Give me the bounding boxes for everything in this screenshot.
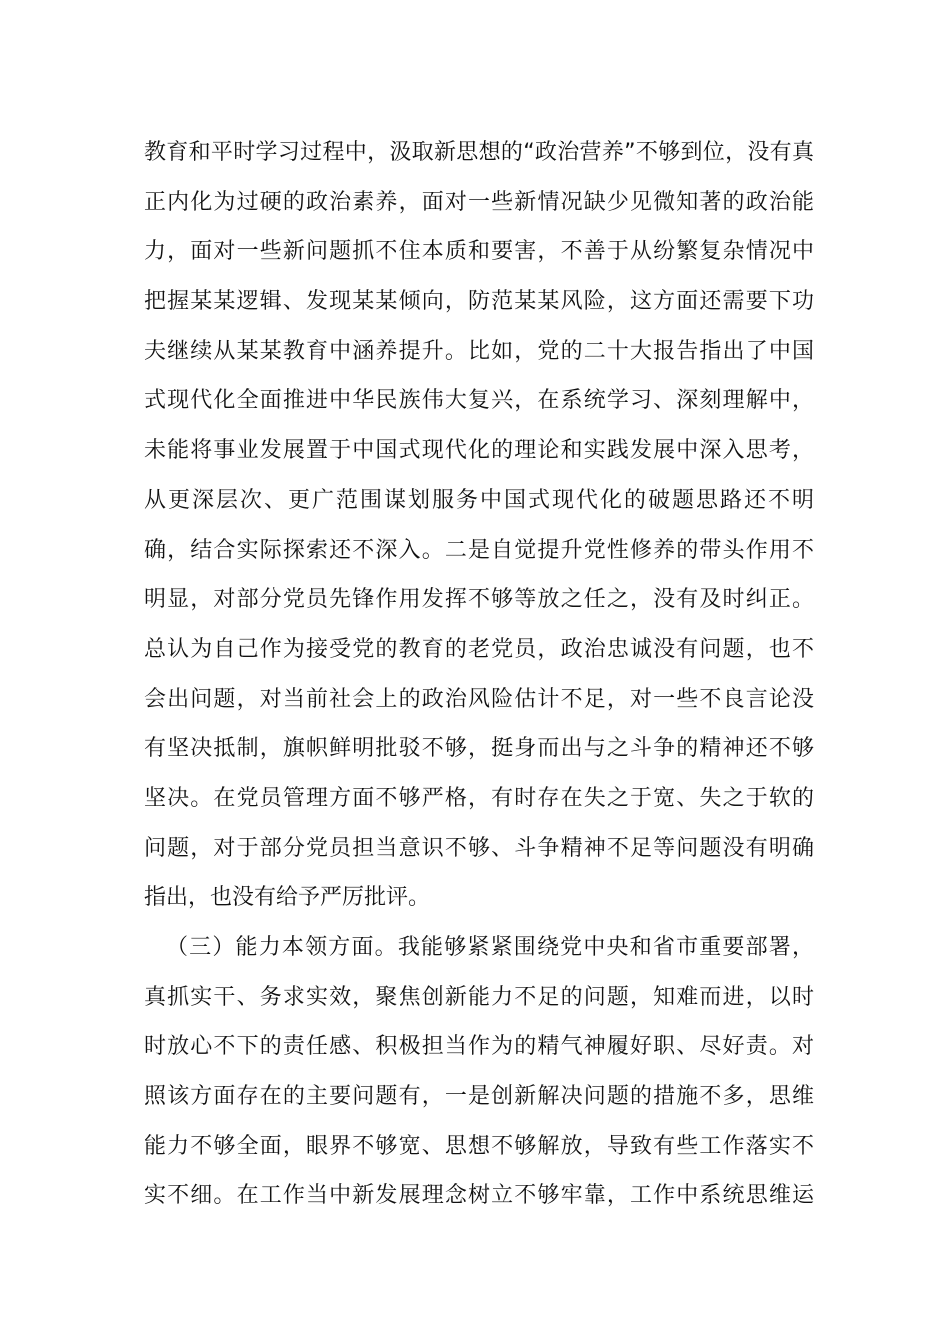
text-line-4: 把握某某逻辑、发现某某倾向，防范某某风险，这方面还需要下功 (144, 289, 814, 315)
text-line-21: 能力不够全面，眼界不够宽、思想不够解放，导致有些工作落实不 (144, 1133, 814, 1159)
text-line-18: 真抓实干、务求实效，聚焦创新能力不足的问题，知难而进，以时 (144, 984, 814, 1010)
text-line-15: 问题，对于部分党员担当意识不够、斗争精神不足等问题没有明确 (144, 835, 814, 861)
text-line-6: 式现代化全面推进中华民族伟大复兴，在系统学习、深刻理解中， (144, 388, 814, 414)
text-line-2: 正内化为过硬的政治素养，面对一些新情况缺少见微知著的政治能 (144, 189, 814, 215)
text-line-7: 未能将事业发展置于中国式现代化的理论和实践发展中深入思考， (144, 438, 814, 464)
section-heading-line: （三）能力本领方面。我能够紧紧围绕党中央和省市重要部署， (166, 935, 814, 960)
text-line-10: 明显，对部分党员先锋作用发挥不够等放之任之，没有及时纠正。 (144, 587, 814, 613)
text-line-14: 坚决。在党员管理方面不够严格，有时存在失之于宽、失之于软的 (144, 785, 814, 811)
text-line-16: 指出，也没有给予严厉批评。 (144, 885, 431, 911)
text-line-20: 照该方面存在的主要问题有，一是创新解决问题的措施不多，思维 (144, 1084, 814, 1110)
text-line-5: 夫继续从某某教育中涵养提升。比如，党的二十大报告指出了中国 (144, 338, 814, 364)
text-line-3: 力，面对一些新问题抓不住本质和要害，不善于从纷繁复杂情况中 (144, 239, 814, 265)
body-text (144, 128, 814, 1221)
text-line-11: 总认为自己作为接受党的教育的老党员，政治忠诚没有问题，也不 (144, 636, 814, 662)
text-line-19: 时放心不下的责任感、积极担当作为的精气神履好职、尽好责。对 (144, 1034, 814, 1060)
text-line-8: 从更深层次、更广范围谋划服务中国式现代化的破题思路还不明 (144, 487, 814, 513)
text-line-9: 确，结合实际探索还不深入。二是自觉提升党性修养的带头作用不 (144, 537, 814, 563)
text-line-12: 会出问题，对当前社会上的政治风险估计不足，对一些不良言论没 (144, 686, 814, 712)
text-line-1: 教育和平时学习过程中，汲取新思想的“政治营养”不够到位，没有真 (144, 140, 814, 165)
text-line-22: 实不细。在工作当中新发展理念树立不够牢靠，工作中系统思维运 (144, 1183, 814, 1209)
text-line-13: 有坚决抵制，旗帜鲜明批驳不够，挺身而出与之斗争的精神还不够 (144, 736, 814, 762)
